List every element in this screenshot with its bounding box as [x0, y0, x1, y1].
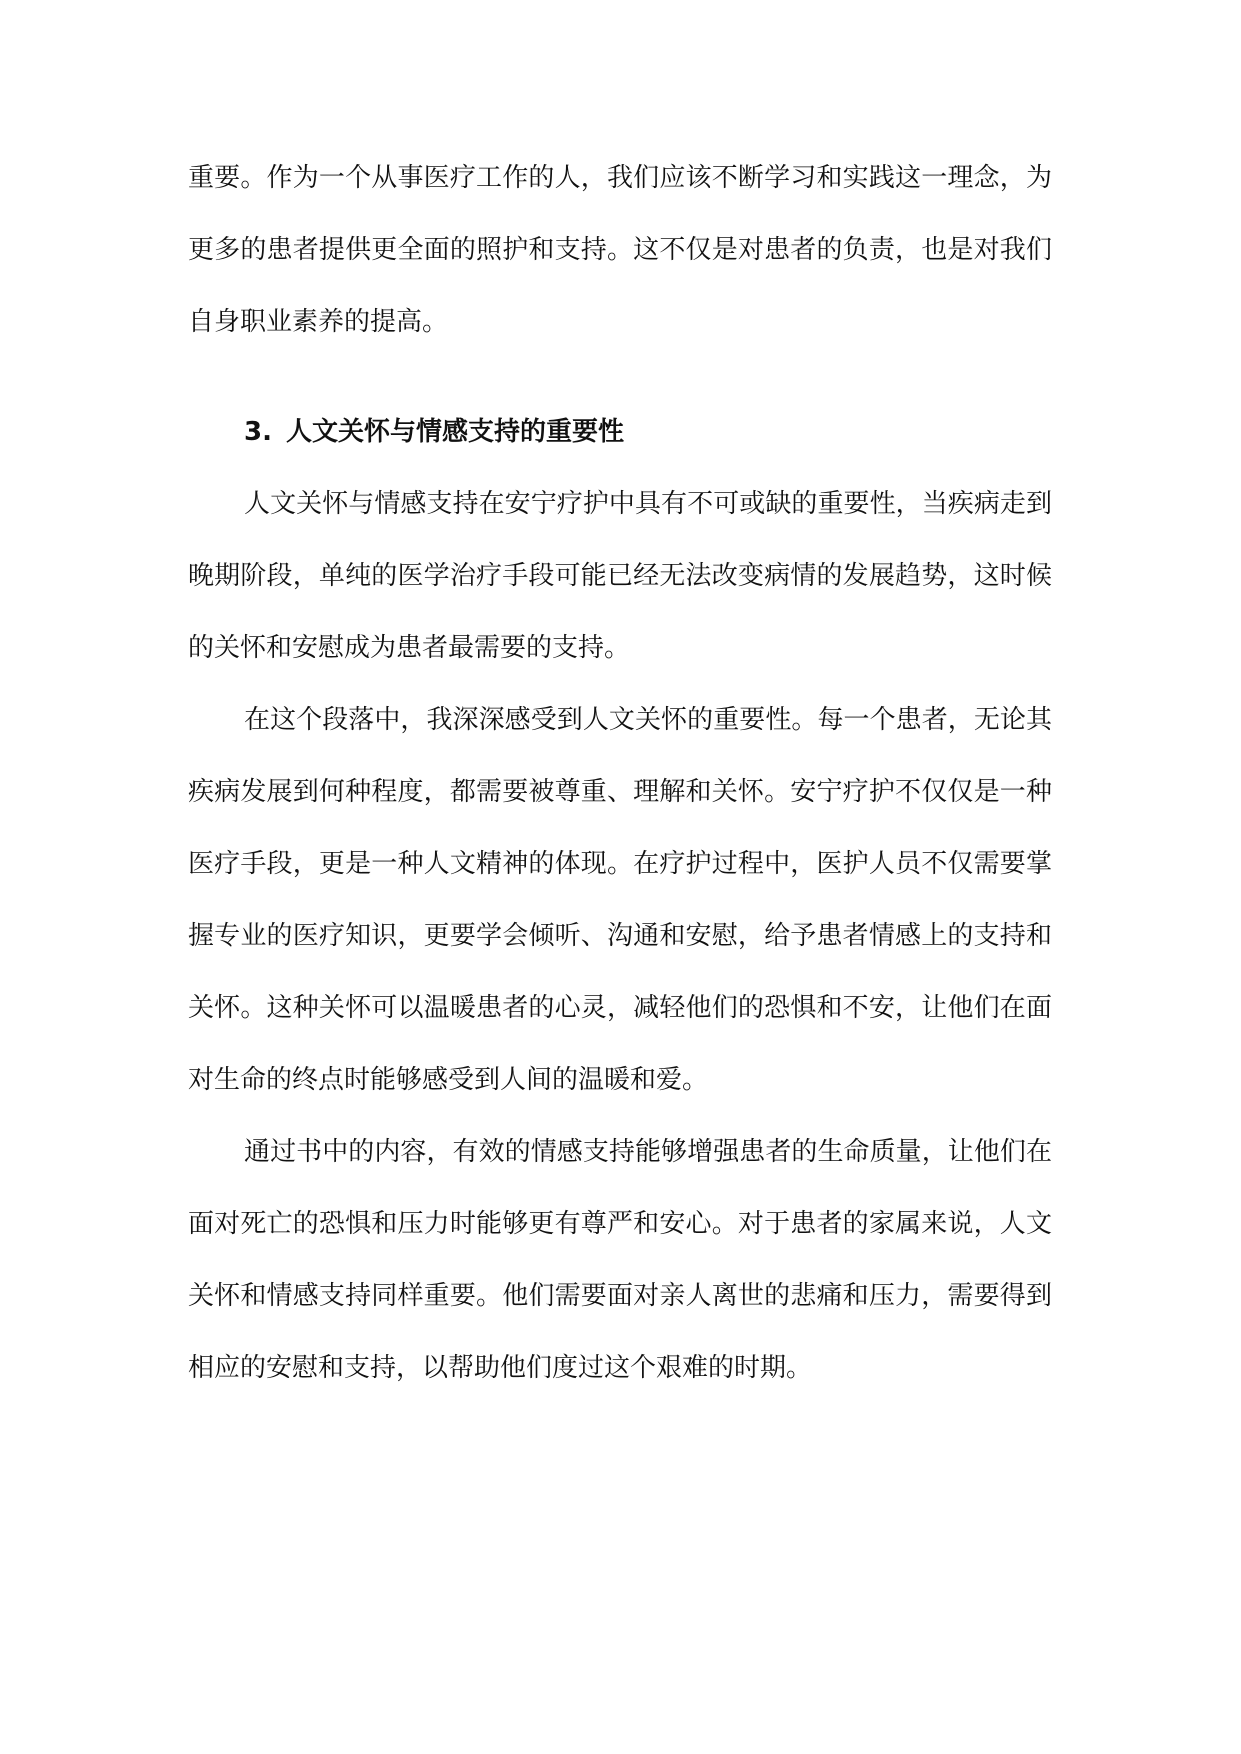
- body-paragraph: 通过书中的内容，有效的情感支持能够增强患者的生命质量，让他们在面对死亡的恐惧和压力时能够更有尊严和安心。对于患者的家属来说，人文关怀和情感支持同样重要。他们需要面对亲人离世的悲痛和压力，需要得到相应的安慰和支持，以帮助他们度过这个艰难的时期。: [188, 1137, 1052, 1383]
- continued-paragraph: 重要。作为一个从事医疗工作的人，我们应该不断学习和实践这一理念，为更多的患者提供更全面的照护和支持。这不仅是对患者的负责，也是对我们自身职业素养的提高。: [188, 163, 1052, 337]
- body-paragraph: 在这个段落中，我深深感受到人文关怀的重要性。每一个患者，无论其疾病发展到何种程度，都需要被尊重、理解和关怀。安宁疗护不仅仅是一种医疗手段，更是一种人文精神的体现。在疗护过程中，医护人员不仅需要掌握专业的医疗知识，更要学会倾听、沟通和安慰，给予患者情感上的支持和关怀。这种关怀可以温暖患者的心灵，减轻他们的恐惧和不安，让他们在面对生命的终点时能够感受到人间的温暖和爱。: [188, 705, 1052, 1095]
- section-number: 3.: [244, 417, 272, 447]
- body-paragraph: 人文关怀与情感支持在安宁疗护中具有不可或缺的重要性，当疾病走到晚期阶段，单纯的医学治疗手段可能已经无法改变病情的发展趋势，这时候的关怀和安慰成为患者最需要的支持。: [188, 489, 1052, 663]
- document-body: [188, 142, 1052, 1404]
- section-title: 人文关怀与情感支持的重要性: [286, 417, 625, 447]
- section-heading: [188, 396, 1052, 468]
